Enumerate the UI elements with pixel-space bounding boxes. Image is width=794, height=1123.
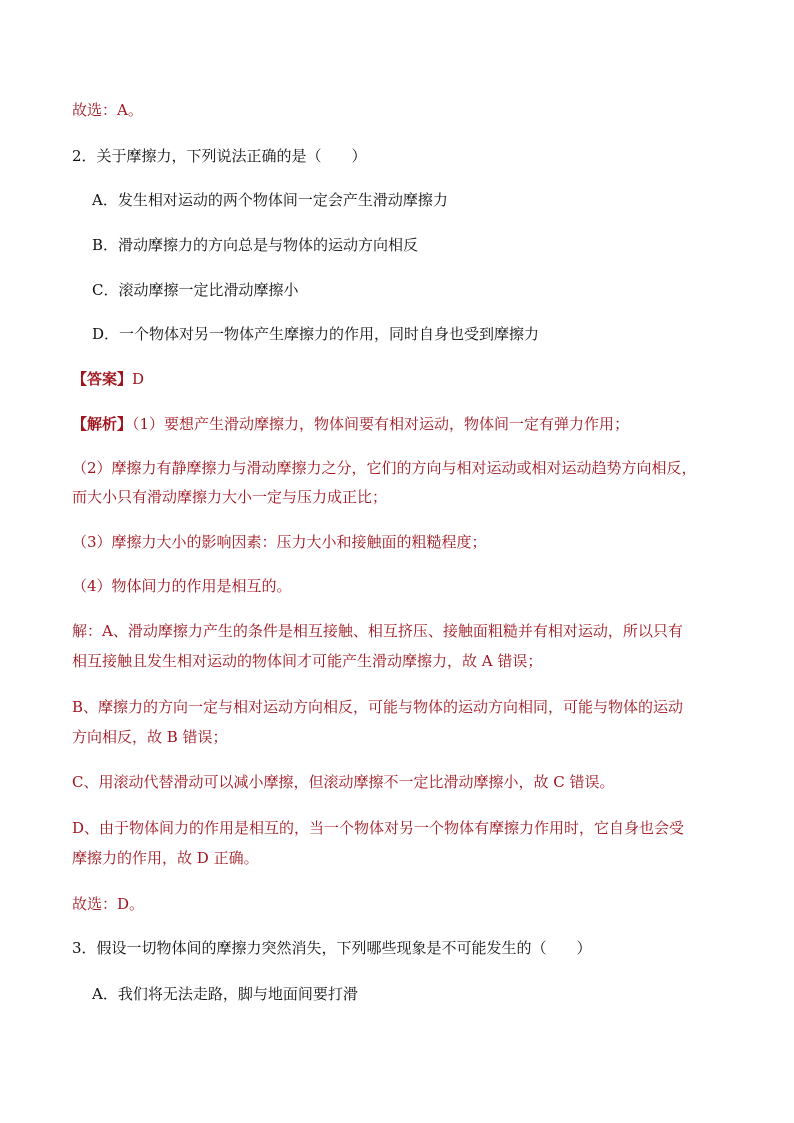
solution-line-4: 方向相反，故 B 错误；	[72, 728, 228, 746]
solution-line-2: 相互接触且发生相对运动的物体间才可能产生滑动摩擦力，故 A 错误；	[72, 652, 543, 670]
solution-line-7: 摩擦力的作用，故 D 正确。	[72, 849, 259, 867]
previous-answer: 故选：A。	[72, 101, 143, 119]
question-2-option-a: A．发生相对运动的两个物体间一定会产生滑动摩擦力	[92, 191, 448, 209]
analysis-tag: 【解析】	[72, 415, 133, 433]
question-3-option-a: A．我们将无法走路，脚与地面间要打滑	[92, 985, 358, 1003]
conclusion: 故选：D。	[72, 895, 145, 913]
solution-line-1: 解：A、滑动摩擦力产生的条件是相互接触、相互挤压、接触面粗糙并有相对运动，所以只有	[72, 622, 683, 640]
question-2-option-d: D．一个物体对另一物体产生摩擦力的作用，同时自身也受到摩擦力	[92, 325, 540, 343]
analysis-point-3: （3）摩擦力大小的影响因素：压力大小和接触面的粗糙程度；	[72, 533, 487, 551]
question-2-option-c: C．滚动摩擦一定比滑动摩擦小	[92, 281, 299, 299]
analysis-point-1: （1）要想产生滑动摩擦力，物体间要有相对运动，物体间一定有弹力作用；	[132, 415, 630, 433]
question-3-stem: 3．假设一切物体间的摩擦力突然消失，下列哪些现象是不可能发生的（ ）	[72, 939, 592, 957]
question-2-stem: 2．关于摩擦力，下列说法正确的是（ ）	[72, 147, 367, 165]
question-2-option-b: B．滑动摩擦力的方向总是与物体的运动方向相反	[92, 236, 419, 254]
analysis-point-4: （4）物体间力的作用是相互的。	[72, 577, 292, 595]
solution-line-5: C、用滚动代替滑动可以减小摩擦，但滚动摩擦不一定比滑动摩擦小，故 C 错误。	[72, 773, 615, 791]
answer-line	[72, 369, 144, 389]
answer-tag: 【答案】	[72, 370, 133, 388]
analysis-line-1	[72, 414, 629, 434]
answer-value: D	[132, 370, 145, 388]
solution-line-6: D、由于物体间力的作用是相互的，当一个物体对另一个物体有摩擦力作用时，它自身也会受	[72, 819, 685, 837]
analysis-point-2: （2）摩擦力有静摩擦力与滑动摩擦力之分，它们的方向与相对运动或相对运动趋势方向相反，	[72, 459, 697, 477]
analysis-point-2-cont: 而大小只有滑动摩擦力大小一定与压力成正比；	[72, 488, 388, 506]
solution-line-3: B、摩擦力的方向一定与相对运动方向相反，可能与物体的运动方向相同，可能与物体的运动	[72, 698, 684, 716]
